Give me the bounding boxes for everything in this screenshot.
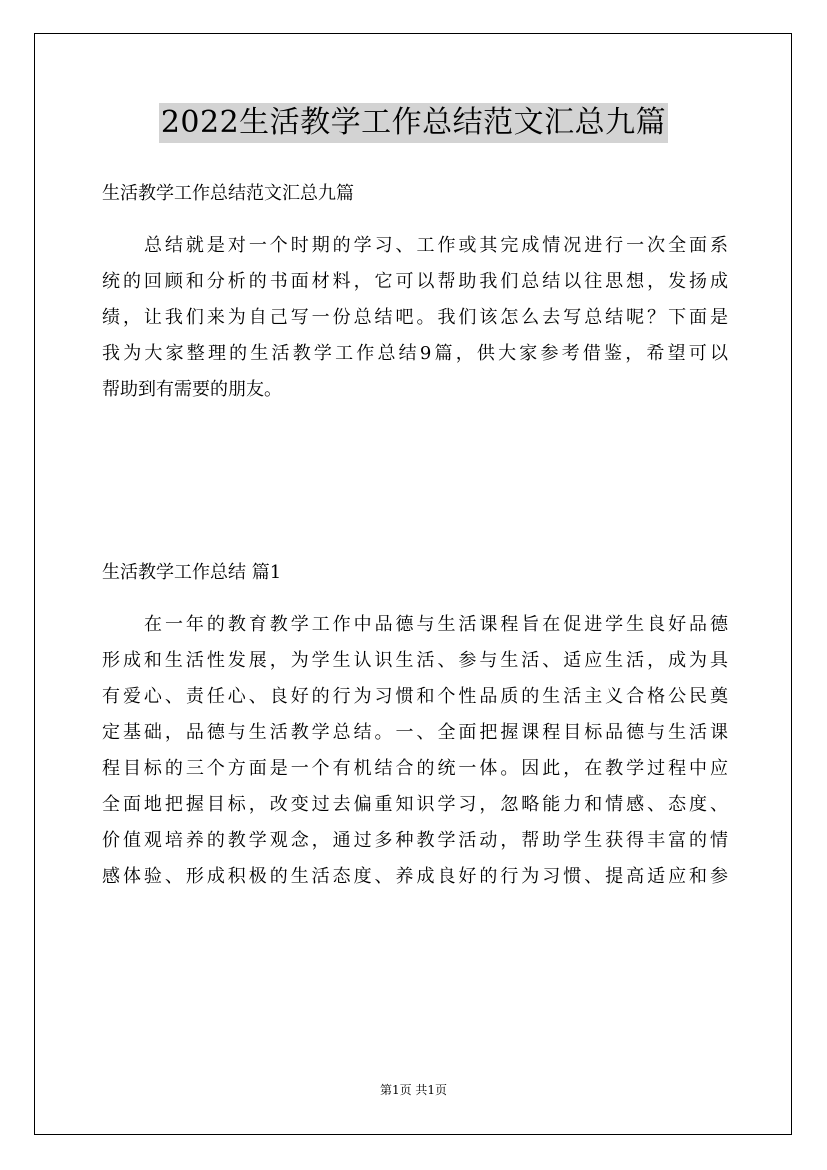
paragraph-line: 我为大家整理的生活教学工作总结9篇，供大家参考借鉴，希望可以 bbox=[102, 343, 728, 364]
paragraph-line: 帮助到有需要的朋友。 bbox=[102, 379, 282, 400]
section-paragraph bbox=[102, 607, 728, 895]
paragraph-line: 在一年的教育教学工作中品德与生活课程旨在促进学生良好品德 bbox=[144, 614, 728, 635]
paragraph-line: 定基础，品德与生活教学总结。一、全面把握课程目标品德与生活课 bbox=[102, 722, 728, 743]
paragraph-line: 感体验、形成积极的生活态度、养成良好的行为习惯、提高适应和参 bbox=[102, 866, 728, 887]
intro-paragraph bbox=[102, 228, 728, 408]
paragraph-line: 形成和生活性发展，为学生认识生活、参与生活、适应生活，成为具 bbox=[102, 650, 728, 671]
paragraph-line: 总结就是对一个时期的学习、工作或其完成情况进行一次全面系 bbox=[144, 235, 728, 256]
document-title: 2022生活教学工作总结范文汇总九篇 bbox=[159, 103, 668, 143]
page-footer: 第1页 共1页 bbox=[379, 1083, 448, 1097]
paragraph-line: 有爱心、责任心、良好的行为习惯和个性品质的生活主义合格公民奠 bbox=[102, 686, 728, 707]
document-subtitle: 生活教学工作总结范文汇总九篇 bbox=[102, 183, 354, 204]
section-heading: 生活教学工作总结 篇1 bbox=[102, 562, 282, 583]
paragraph-line: 绩，让我们来为自己写一份总结吧。我们该怎么去写总结呢？下面是 bbox=[102, 307, 728, 328]
paragraph-line: 统的回顾和分析的书面材料，它可以帮助我们总结以往思想，发扬成 bbox=[102, 271, 728, 292]
paragraph-line: 程目标的三个方面是一个有机结合的统一体。因此，在教学过程中应 bbox=[102, 758, 728, 779]
title-container bbox=[0, 103, 827, 143]
paragraph-line: 全面地把握目标，改变过去偏重知识学习，忽略能力和情感、态度、 bbox=[102, 794, 728, 815]
paragraph-line: 价值观培养的教学观念，通过多种教学活动，帮助学生获得丰富的情 bbox=[102, 830, 728, 851]
